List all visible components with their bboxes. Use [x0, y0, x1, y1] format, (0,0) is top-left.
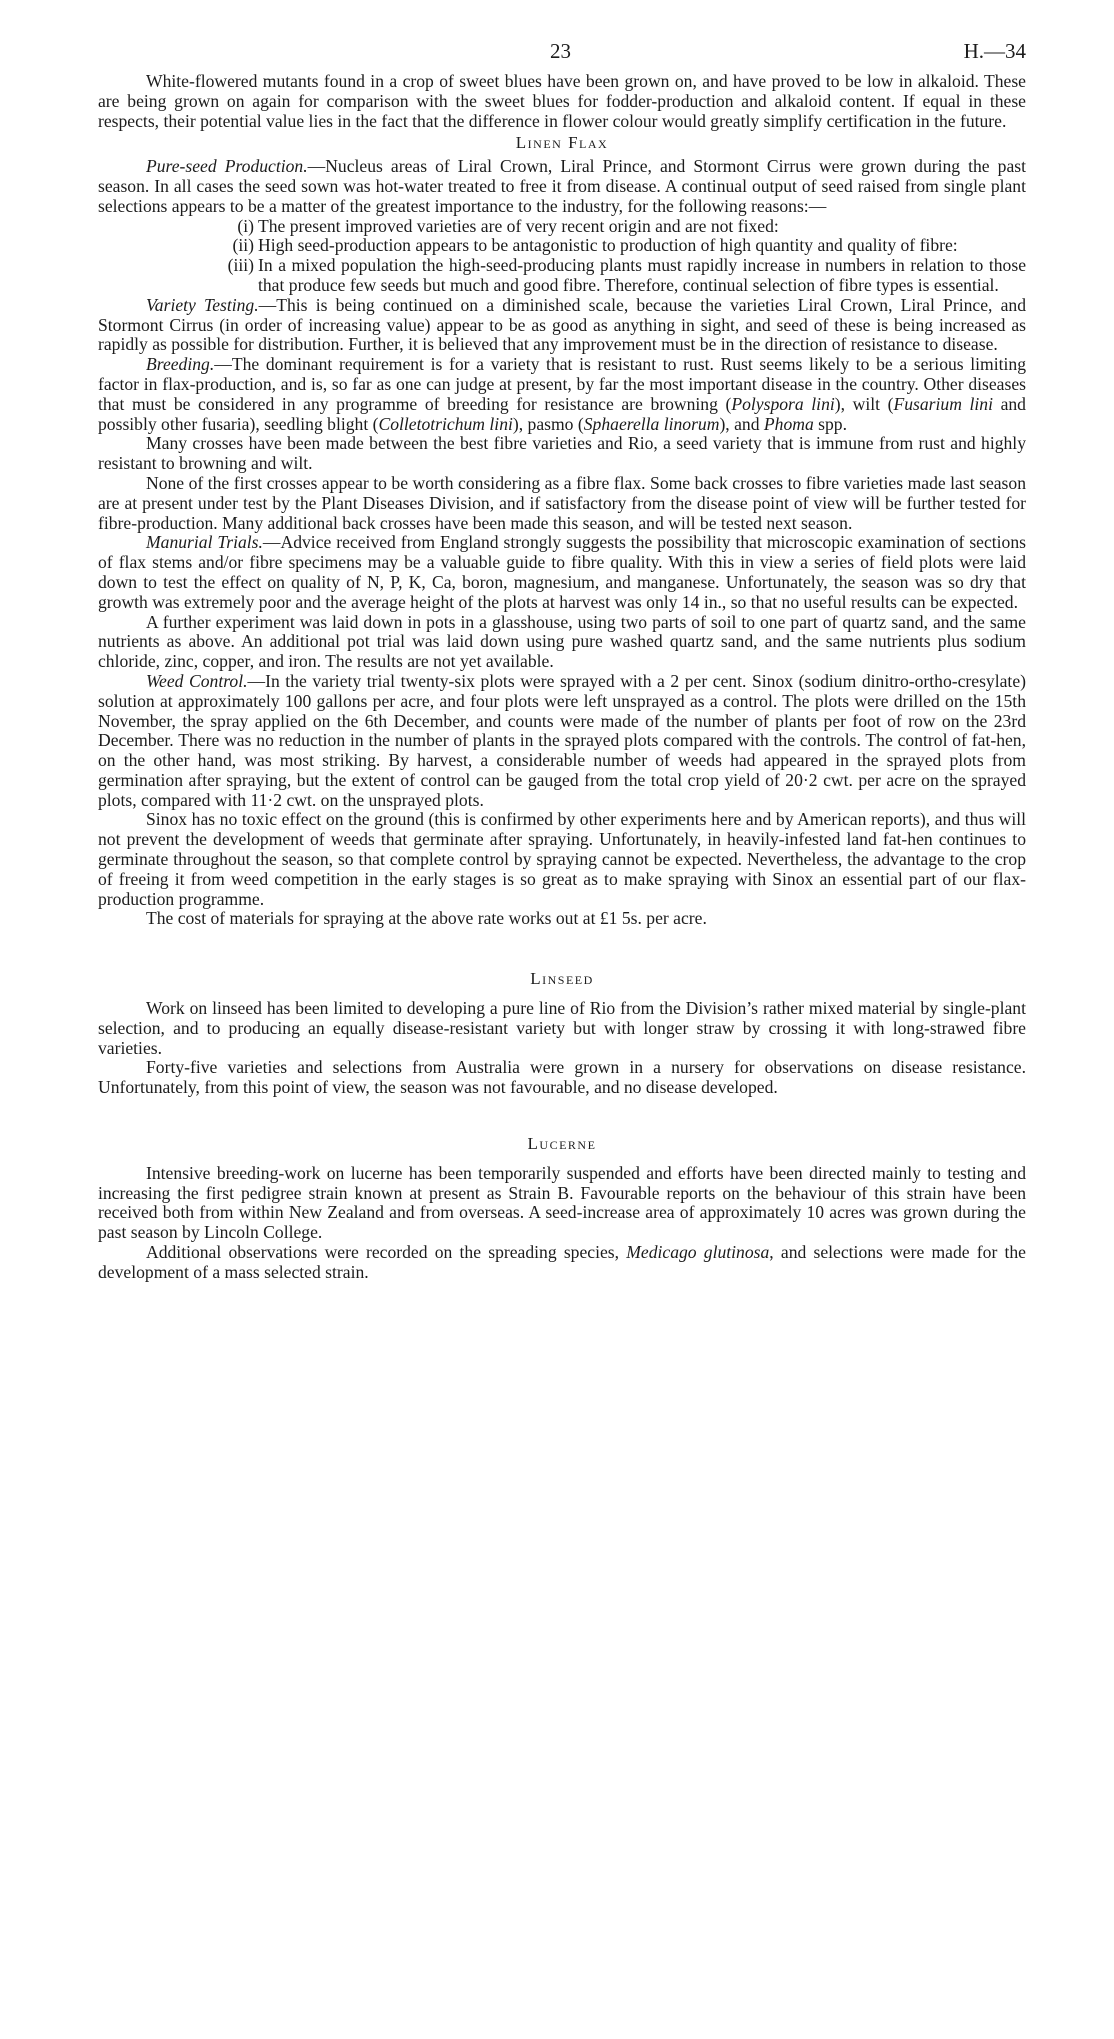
paragraph-weed-control: [98, 672, 1026, 811]
breeding-text: and possibly other fusaria), seedling blight (: [98, 393, 1026, 434]
list-item: [208, 236, 1026, 256]
section-heading-lucerne: Lucerne: [527, 1134, 597, 1154]
breeding-text: —The dominant requirement is for a variety that is resistant to rust. Rust seems likely to be a serious limiting factor in flax-production, and is, so far as one can judge at present, by far the most important disease in the country. Other diseases that must be considered in any programme of breeding for resistance are browning (: [98, 354, 1026, 414]
document-page: [98, 39, 1026, 1283]
manurial-trials-text: —Advice received from England strongly suggests the possibility that microscopic examination of sections of flax stems and/or fibre specimens may be a valuable guide to fibre quality. With this in view a series of field plots were laid down to test the effect on quality of N, P, K, Ca, boron, magnesium, and manganese. Unfortunately, the season was so dry that growth was extremely poor and the average height of the plots at harvest was only 14 in., so that no useful results can be expected.: [98, 532, 1026, 612]
lucerne-text: , and selections were made for the development of a mass selected strain.: [98, 1242, 1026, 1282]
list-item-number: (iii): [227, 255, 254, 276]
page-header: [98, 39, 1026, 72]
lucerne-text: Additional observations were recorded on the spreading species,: [146, 1242, 627, 1263]
paragraph-sinox: Sinox has no toxic effect on the ground (this is confirmed by other experiments here and by American reports), and thus will not prevent the development of weeds that germinate after spraying. Unfortunately, in heavily-infested land fat-hen continues to germinate throughout the season, so that complete control by spraying cannot be expected. Nevertheless, the advantage to the crop of freeing it from weed competition in the early stages is so great as to make spraying with Sinox an essential part of our flax-production programme.: [98, 809, 1026, 909]
section-heading-linseed: Linseed: [530, 969, 594, 989]
paragraph-crosses: Many crosses have been made between the best fibre varieties and Rio, a seed variety that is immune from rust and highly resistant to browning and wilt.: [98, 433, 1026, 474]
list-item-text: The present improved varieties are of very recent origin and are not fixed:: [258, 215, 779, 236]
paragraph-manurial-trials: [98, 533, 1026, 612]
list-item-text: High seed-production appears to be antagonistic to production of high quantity and quality of fibre:: [258, 235, 958, 256]
paragraph-lucerne-breeding: Intensive breeding-work on lucerne has been temporarily suspended and efforts have been directed mainly to testing and increasing the first pedigree strain known at present as Strain B. Favourable reports on the behaviour of this strain have been received both from within New Zealand and from overseas. A seed-increase area of approximately 10 acres was grown during the past season by Lincoln College.: [98, 1162, 1026, 1243]
paragraph-variety-testing: [98, 296, 1026, 355]
list-item-number: (i): [237, 215, 254, 236]
subheading-breeding: Breeding.: [146, 354, 215, 375]
variety-testing-text: —This is being continued on a diminished scale, because the varieties Liral Crown, Liral Prince, and Stormont Cirrus (in order of increasing value) appear to be as good as anything in sight, and seed of these is being increased as rapidly as possible for distribution. Further, it is believed that any improvement must be in the direction of resistance to disease.: [98, 294, 1026, 355]
breeding-text: ), and: [719, 413, 764, 434]
list-item-text: In a mixed population the high-seed-producing plants must rapidly increase in numbers in relation to those that produce few seeds but much and good fibre. Therefore, continual selection of fibre types is essential.: [258, 255, 1026, 295]
species-name: Sphaerella linorum: [583, 413, 720, 434]
species-name: Colletotrichum lini: [378, 413, 513, 434]
list-item: [208, 217, 1026, 237]
paragraph-spraying-cost: The cost of materials for spraying at the above rate works out at £1 5s. per acre.: [146, 908, 707, 929]
list-item: [208, 256, 1026, 296]
section-heading-linen-flax: Linen Flax: [515, 133, 609, 153]
weed-control-text: —In the variety trial twenty-six plots were sprayed with a 2 per cent. Sinox (sodium dinitro-ortho-cresylate) solution at approximately 100 gallons per acre, and four plots were left unsprayed as a control. The plots were drilled on the 15th November, the spray applied on the 6th December, and counts were made of the number of plants per foot of row on the 23rd December. There was no reduction in the number of plants in the sprayed plots compared with the controls. The control of fat-hen, on the other hand, was most striking. By harvest, a considerable number of weeds had appeared in the sprayed plots from germination after spraying, but the extent of control can be gauged from the total crop yield of 20·2 cwt. per acre on the sprayed plots, compared with 11·2 cwt. on the unsprayed plots.: [98, 670, 1026, 810]
list-item-number: (ii): [232, 235, 254, 256]
breeding-text: ), pasmo (: [512, 413, 584, 434]
breeding-text: spp.: [813, 413, 848, 434]
species-name: Phoma: [763, 413, 814, 434]
paragraph-lucerne-observations: [98, 1243, 1026, 1283]
page-number: 23: [550, 39, 571, 63]
pure-seed-text: —Nucleus areas of Liral Crown, Liral Prince, and Stormont Cirrus were grown during the past season. In all cases the seed sown was hot-water treated to free it from disease. A continual output of seed raised from single plant selections appears to be a matter of the greatest importance to the industry, for the following reasons:—: [98, 156, 1026, 216]
species-name: Polyspora lini: [731, 393, 835, 414]
document-reference: H.—34: [963, 39, 1026, 63]
species-name: Fusarium lini: [893, 393, 993, 414]
subheading-weed-control: Weed Control.: [146, 670, 248, 691]
subheading-pure-seed-production: Pure-seed Production.: [146, 156, 308, 177]
reasons-list: [98, 217, 1026, 296]
subheading-variety-testing: Variety Testing.: [146, 294, 259, 315]
intro-paragraph: White-flowered mutants found in a crop of sweet blues have been grown on, and have proved to be low in alkaloid. These are being grown on again for comparison with the sweet blues for fodder-production and alkaloid content. If equal in these respects, their potential value lies in the fact that the difference in flower colour would greatly simplify certification in the future.: [98, 71, 1026, 131]
paragraph-linseed-varieties: Forty-five varieties and selections from Australia were grown in a nursery for observations on disease resistance. Unfortunately, from this point of view, the season was not favourable, and no disease developed.: [98, 1057, 1026, 1098]
breeding-text: ), wilt (: [834, 393, 894, 414]
paragraph-linseed-work: Work on linseed has been limited to developing a pure line of Rio from the Division’s rather mixed material by single-plant selection, and to producing an equally disease-resistant variety but with longer straw by crossing it with long-strawed fibre varieties.: [98, 998, 1026, 1058]
paragraph-glasshouse-experiment: A further experiment was laid down in pots in a glasshouse, using two parts of soil to one part of quartz sand, and the same nutrients as above. An additional pot trial was laid down using pure washed quartz sand, and the same nutrients plus sodium chloride, zinc, copper, and iron. The results are not yet available.: [98, 611, 1026, 672]
species-name: Medicago glutinosa: [626, 1242, 770, 1263]
subheading-manurial-trials: Manurial Trials.: [146, 532, 263, 553]
paragraph-back-crosses: None of the first crosses appear to be worth considering as a fibre flax. Some back crosses to fibre varieties made last season are at present under test by the Plant Diseases Division, and if satisfactory from the disease point of view will be further tested for fibre-production. Many additional back crosses have been made this season, and will be tested next season.: [98, 472, 1026, 533]
paragraph-pure-seed-production: [98, 157, 1026, 216]
paragraph-breeding: [98, 355, 1026, 434]
